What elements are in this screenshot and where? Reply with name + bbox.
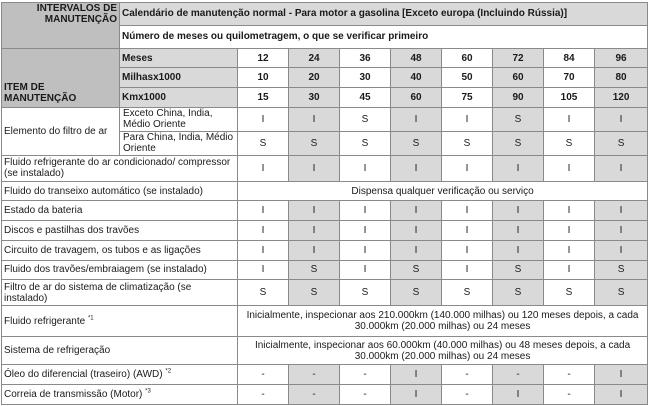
interval-value: 30	[289, 88, 340, 108]
value-cell: S	[289, 260, 340, 280]
interval-value: 15	[238, 88, 289, 108]
interval-value: 90	[493, 88, 544, 108]
value-cell: -	[238, 365, 289, 385]
item-label-text: Estado da bateria	[4, 205, 83, 217]
value-cell: I	[238, 107, 289, 131]
value-cell: S	[595, 260, 648, 280]
value-cell: I	[595, 107, 648, 131]
value-cell: -	[442, 385, 493, 405]
schedule-title: Calendário de manutenção normal - Para motor a gasolina [Exceto europa (Incluindo Rússia)]	[120, 3, 648, 26]
value-cell: -	[289, 365, 340, 385]
interval-value: 60	[391, 88, 442, 108]
schedule-subtitle: Número de meses ou quilometragem, o que se verificar primeiro	[120, 25, 648, 48]
interval-value: 24	[289, 48, 340, 68]
item-label-text: Discos e pastilhas dos travões	[4, 224, 140, 236]
value-cell: S	[544, 131, 595, 155]
item-label-text: Correia de transmissão (Motor)	[4, 389, 143, 401]
interval-label: Meses	[120, 48, 238, 68]
interval-value: 80	[595, 68, 648, 88]
value-cell: S	[340, 107, 391, 131]
value-cell: S	[493, 107, 544, 131]
item-label	[2, 201, 238, 221]
value-cell: S	[595, 280, 648, 306]
intervals-label-line1: INTERVALOS DE	[36, 3, 117, 14]
value-cell: I	[544, 221, 595, 241]
value-cell: I	[442, 107, 493, 131]
interval-value: 50	[442, 68, 493, 88]
value-cell: -	[544, 365, 595, 385]
item-label	[2, 181, 238, 201]
value-cell: I	[595, 221, 648, 241]
value-cell: I	[442, 221, 493, 241]
interval-value: 84	[544, 48, 595, 68]
value-cell: I	[442, 155, 493, 181]
interval-value: 70	[544, 68, 595, 88]
value-cell: S	[595, 131, 648, 155]
item-label-text: Sistema de refrigeração	[4, 345, 111, 357]
value-cell: I	[238, 260, 289, 280]
maintenance-schedule-table	[1, 2, 648, 405]
table-row	[2, 337, 648, 365]
value-cell: S	[340, 131, 391, 155]
value-cell: -	[442, 365, 493, 385]
interval-value: 40	[391, 68, 442, 88]
interval-value: 48	[391, 48, 442, 68]
value-cell: S	[340, 280, 391, 306]
table-row	[2, 260, 648, 280]
interval-value: 20	[289, 68, 340, 88]
table-row	[2, 221, 648, 241]
value-cell: I	[442, 201, 493, 221]
value-cell: I	[340, 240, 391, 260]
value-cell: I	[289, 221, 340, 241]
item-label-text: Circuito de travagem, os tubos e as ligações	[4, 244, 201, 256]
value-cell: I	[442, 240, 493, 260]
value-cell: I	[595, 385, 648, 405]
value-cell: -	[289, 385, 340, 405]
interval-label: Kmx1000	[120, 88, 238, 108]
value-cell: I	[595, 155, 648, 181]
service-note: Inicialmente, inspecionar aos 60.000km (40.000 milhas) ou 48 meses depois, a cada 30.000km (20.000 milhas) ou 24 meses	[238, 337, 648, 365]
item-label	[2, 260, 238, 280]
item-sublabel: Para China, Índia, Médio Oriente	[120, 131, 238, 155]
table-row	[2, 385, 648, 405]
interval-value: 120	[595, 88, 648, 108]
item-label	[2, 280, 238, 306]
value-cell: S	[493, 131, 544, 155]
value-cell: S	[442, 131, 493, 155]
value-cell: I	[442, 260, 493, 280]
value-cell: I	[340, 260, 391, 280]
interval-value: 10	[238, 68, 289, 88]
value-cell: I	[493, 155, 544, 181]
value-cell: S	[493, 280, 544, 306]
item-sublabel: Exceto China, Índia, Médio Oriente	[120, 107, 238, 131]
value-cell: -	[238, 385, 289, 405]
value-cell: -	[493, 365, 544, 385]
intervals-header-cell	[2, 3, 120, 49]
table-row	[2, 201, 648, 221]
service-note: Inicialmente, inspecionar aos 210.000km (140.000 milhas) ou 120 meses depois, a cada 30.000km (20.000 milhas) ou 24 meses	[238, 306, 648, 337]
value-cell: I	[391, 107, 442, 131]
value-cell: I	[238, 221, 289, 241]
value-cell: I	[391, 201, 442, 221]
service-note: Dispensa qualquer verificação ou serviço	[238, 181, 648, 201]
table-row	[2, 155, 648, 181]
item-label: Elemento do filtro de ar	[2, 107, 120, 155]
value-cell: I	[544, 240, 595, 260]
footnote-marker: *3	[145, 388, 151, 395]
item-label-text: Fluido refrigerante	[4, 315, 86, 327]
item-label-text: Fluido do transeixo automático (se instalado)	[4, 185, 203, 197]
interval-value: 72	[493, 48, 544, 68]
interval-value: 36	[340, 48, 391, 68]
value-cell: I	[493, 240, 544, 260]
interval-value: 60	[442, 48, 493, 68]
value-cell: S	[391, 280, 442, 306]
value-cell: I	[595, 365, 648, 385]
table-row	[2, 306, 648, 337]
value-cell: S	[493, 260, 544, 280]
item-label-text: Filtro de ar do sistema de climatização (se instalado)	[4, 281, 192, 304]
table-row	[2, 107, 648, 131]
value-cell: I	[289, 155, 340, 181]
value-cell: -	[340, 385, 391, 405]
value-cell: I	[238, 240, 289, 260]
interval-value: 60	[493, 68, 544, 88]
value-cell: S	[289, 280, 340, 306]
value-cell: I	[391, 155, 442, 181]
interval-value: 75	[442, 88, 493, 108]
item-label	[2, 385, 238, 405]
value-cell: S	[238, 131, 289, 155]
footnote-marker: *1	[87, 315, 94, 322]
item-label	[2, 337, 238, 365]
item-label-line2: MANUTENÇÃO	[4, 92, 77, 104]
value-cell: I	[493, 221, 544, 241]
item-label	[2, 306, 238, 337]
item-label	[2, 221, 238, 241]
value-cell: S	[442, 280, 493, 306]
value-cell: S	[391, 131, 442, 155]
value-cell: S	[391, 260, 442, 280]
value-cell: I	[595, 201, 648, 221]
value-cell: I	[391, 365, 442, 385]
value-cell: I	[544, 155, 595, 181]
interval-value: 45	[340, 88, 391, 108]
table-row	[2, 280, 648, 306]
value-cell: I	[391, 240, 442, 260]
value-cell: I	[544, 201, 595, 221]
value-cell: I	[289, 240, 340, 260]
value-cell: I	[340, 221, 391, 241]
table-row	[2, 181, 648, 201]
intervals-label-line2: MANUTENÇÃO	[44, 14, 117, 25]
item-label-line1: ITEM DE	[4, 81, 45, 93]
value-cell: -	[340, 365, 391, 385]
title-row	[2, 3, 648, 26]
item-label	[2, 365, 238, 385]
value-cell: I	[391, 221, 442, 241]
value-cell: I	[289, 201, 340, 221]
item-label-text: Óleo do diferencial (traseiro) (AWD)	[4, 369, 163, 381]
value-cell: S	[238, 280, 289, 306]
interval-row-months	[2, 48, 648, 68]
value-cell: I	[238, 155, 289, 181]
value-cell: S	[289, 131, 340, 155]
interval-value: 30	[340, 68, 391, 88]
interval-value: 12	[238, 48, 289, 68]
table-body	[2, 3, 648, 405]
value-cell: I	[238, 201, 289, 221]
value-cell: I	[391, 385, 442, 405]
value-cell: I	[340, 155, 391, 181]
table-row	[2, 365, 648, 385]
item-label	[2, 155, 238, 181]
item-label-text: Fluido dos travões/embraiagem (se instalado)	[4, 264, 207, 276]
value-cell: I	[544, 260, 595, 280]
value-cell: -	[544, 385, 595, 405]
item-label	[2, 240, 238, 260]
table-row	[2, 240, 648, 260]
interval-value: 96	[595, 48, 648, 68]
interval-value: 105	[544, 88, 595, 108]
footnote-marker: *2	[165, 369, 172, 375]
value-cell: I	[493, 385, 544, 405]
value-cell: I	[595, 240, 648, 260]
value-cell: I	[340, 201, 391, 221]
value-cell: S	[544, 280, 595, 306]
item-header-cell	[2, 48, 120, 107]
value-cell: I	[289, 107, 340, 131]
interval-label: Milhasx1000	[120, 68, 238, 88]
value-cell: I	[544, 107, 595, 131]
value-cell: I	[493, 201, 544, 221]
item-label-text: Fluido refrigerante do ar condicionado/ compressor (se instalado)	[4, 157, 231, 180]
